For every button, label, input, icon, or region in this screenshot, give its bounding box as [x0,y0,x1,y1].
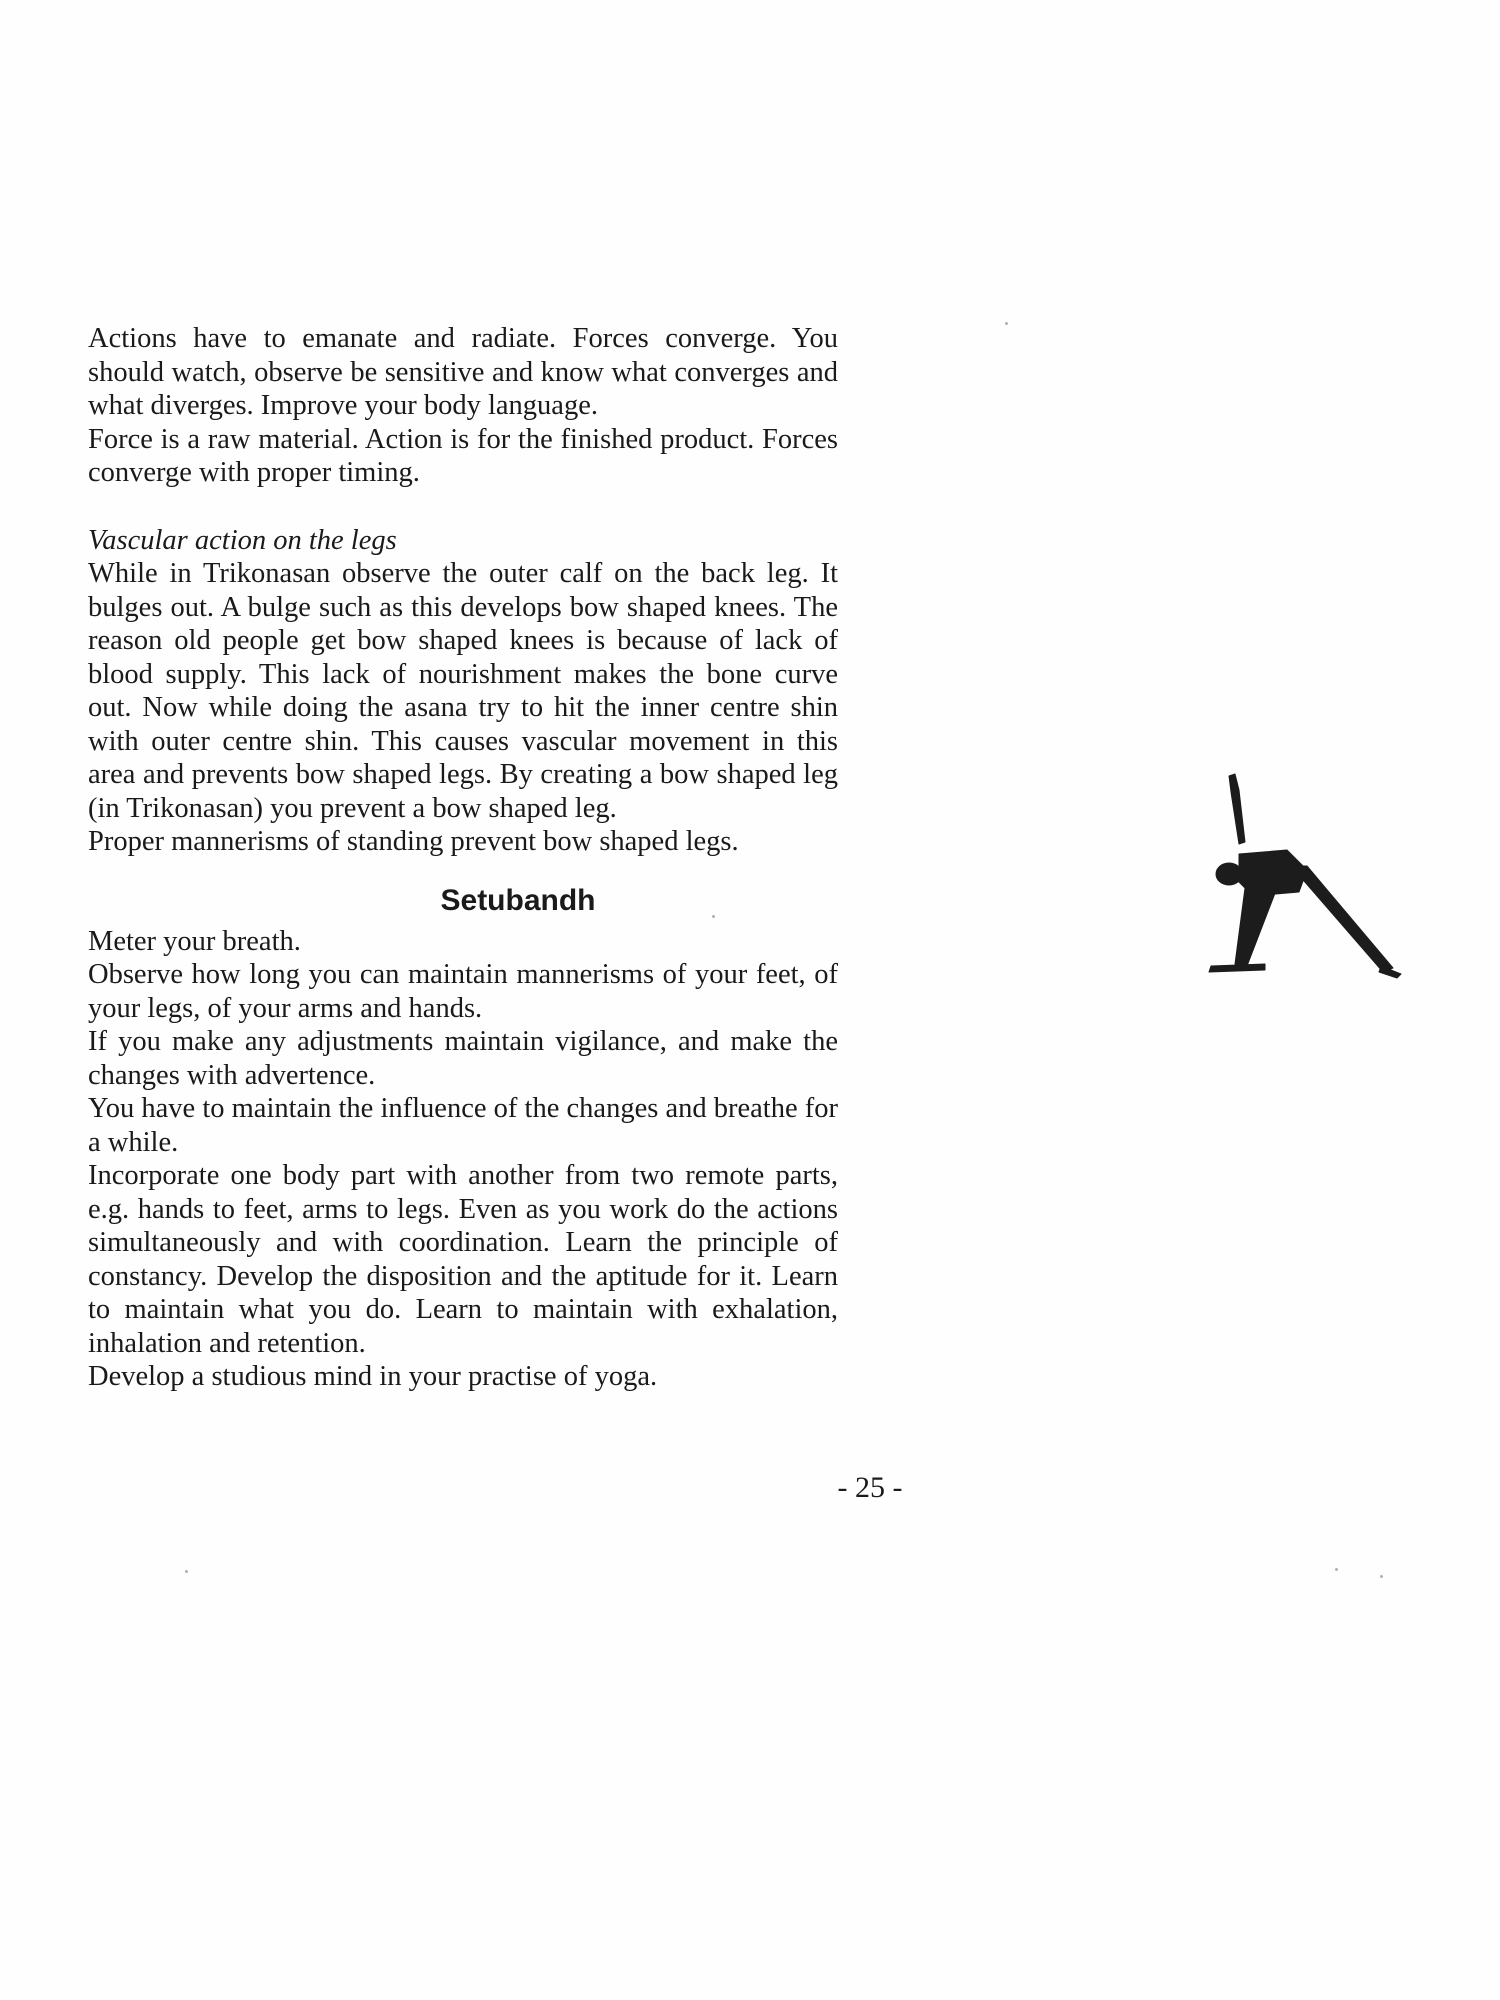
vascular-paragraph: While in Trikonasan observe the outer calf on the back leg. It bulges out. A bulge such as this develops bow shaped knees. The reason old people get bow shaped knees is because of lack of blood supply. This lack of nourishment makes the bone curve out. Now while doing the asana try to hit the inner centre shin with outer centre shin. This causes vascular movement in this area and prevents bow shaped legs. By creating a bow shaped leg (in Trikonasan) you prevent a bow shaped leg. [88,558,838,824]
setubandh-paragraph: Develop a studious mind in your practise of yoga. [88,1361,658,1392]
trikonasana-pose-silhouette-icon [1195,770,1435,990]
scan-speck [1380,1575,1383,1578]
intro-paragraph-line: Actions have to emanate and radiate. Forces converge. You should watch, observe be sensitive and know what converges and what diverges. Improve your body language. [88,323,838,421]
vascular-subheading: Vascular action on the legs [88,524,397,556]
scan-speck [1335,1568,1338,1571]
scan-speck [1005,322,1008,325]
page-number: - 25 - [837,1471,903,1504]
setubandh-paragraph: Meter your breath. [88,925,301,957]
setubandh-section [88,925,838,1394]
vascular-section [88,524,838,859]
setubandh-paragraph: You have to maintain the influence of the changes and breathe for a while. [88,1093,838,1158]
scan-speck [185,1570,188,1573]
text-column [88,322,838,1394]
setubandh-heading: Setubandh [440,883,596,917]
setubandh-paragraph: Observe how long you can maintain mannerisms of your feet, of your legs, of your arms and hands. [88,959,838,1024]
intro-paragraph-line: Force is a raw material. Action is for the finished product. Forces converge with proper timing. [88,423,838,488]
setubandh-paragraph: If you make any adjustments maintain vigilance, and make the changes with advertence. [88,1026,838,1091]
scan-speck [712,915,715,918]
setubandh-paragraph: Incorporate one body part with another from two remote parts, e.g. hands to feet, arms to legs. Even as you work do the actions simultaneously and with coordination. Learn the principle of constancy. Develop the disposition and the aptitude for it. Learn to maintain what you do. Learn to maintain with exhalation, inhalation and retention. [88,1160,838,1359]
intro-paragraph [88,322,838,490]
vascular-paragraph: Proper mannerisms of standing prevent bow shaped legs. [88,826,739,857]
